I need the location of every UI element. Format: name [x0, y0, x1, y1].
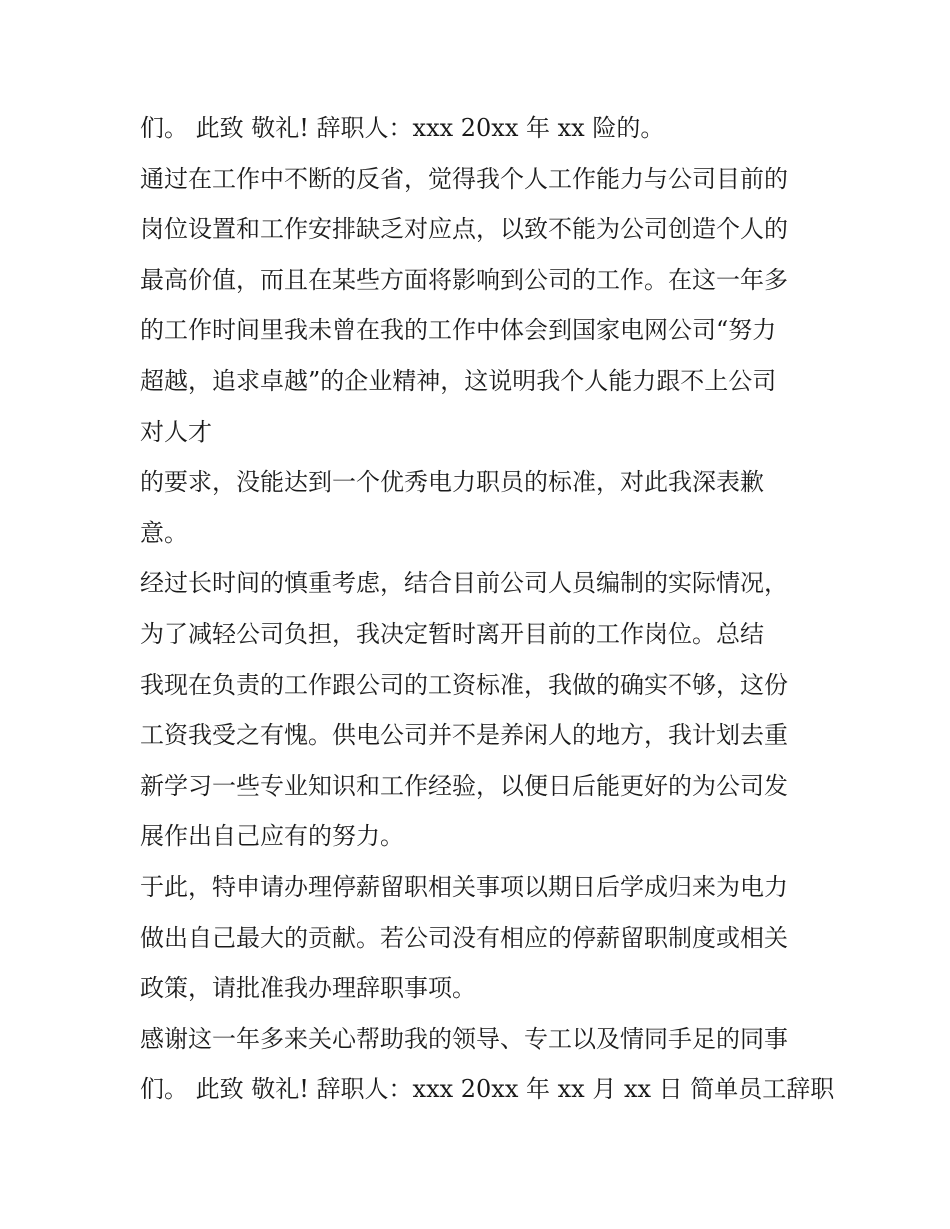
text-line: 展作出自己应有的努力。 — [140, 822, 404, 851]
text-line: 意。 — [140, 518, 188, 547]
text-line: 们。 此致 敬礼! 辞职人：xxx 20xx 年 xx 月 xx 日 简单员工辞职 — [140, 1075, 835, 1104]
text-line: 于此，特申请办理停薪留职相关事项以期日后学成归来为电力 — [140, 872, 788, 901]
text-line: 岗位设置和工作安排缺乏对应点，以致不能为公司创造个人的 — [140, 215, 788, 244]
text-line: 经过长时间的慎重考虑，结合目前公司人员编制的实际情况， — [140, 569, 788, 598]
text-line: 的要求，没能达到一个优秀电力职员的标准，对此我深表歉 — [140, 468, 764, 497]
text-line: 新学习一些专业知识和工作经验，以便日后能更好的为公司发 — [140, 771, 788, 800]
text-line: 为了减轻公司负担，我决定暂时离开目前的工作岗位。总结 — [140, 619, 764, 648]
text-line: 通过在工作中不断的反省，觉得我个人工作能力与公司目前的 — [140, 164, 788, 193]
text-line: 最高价值，而且在某些方面将影响到公司的工作。在这一年多 — [140, 265, 788, 294]
text-line: 工资我受之有愧。供电公司并不是养闲人的地方，我计划去重 — [140, 721, 788, 750]
text-line: 对人才 — [140, 417, 212, 446]
text-line: 感谢这一年多来关心帮助我的领导、专工以及情同手足的同事 — [140, 1024, 788, 1053]
document-body — [140, 103, 835, 1115]
text-line: 超越，追求卓越”的企业精神，这说明我个人能力跟不上公司 — [140, 366, 777, 395]
text-line: 做出自己最大的贡献。若公司没有相应的停薪留职制度或相关 — [140, 923, 788, 952]
text-line: 政策，请批准我办理辞职事项。 — [140, 974, 476, 1003]
text-line: 我现在负责的工作跟公司的工资标准，我做的确实不够，这份 — [140, 670, 788, 699]
text-line: 们。 此致 敬礼! 辞职人：xxx 20xx 年 xx 险的。 — [140, 114, 665, 142]
text-line: 的工作时间里我未曾在我的工作中体会到国家电网公司“努力 — [140, 316, 777, 345]
